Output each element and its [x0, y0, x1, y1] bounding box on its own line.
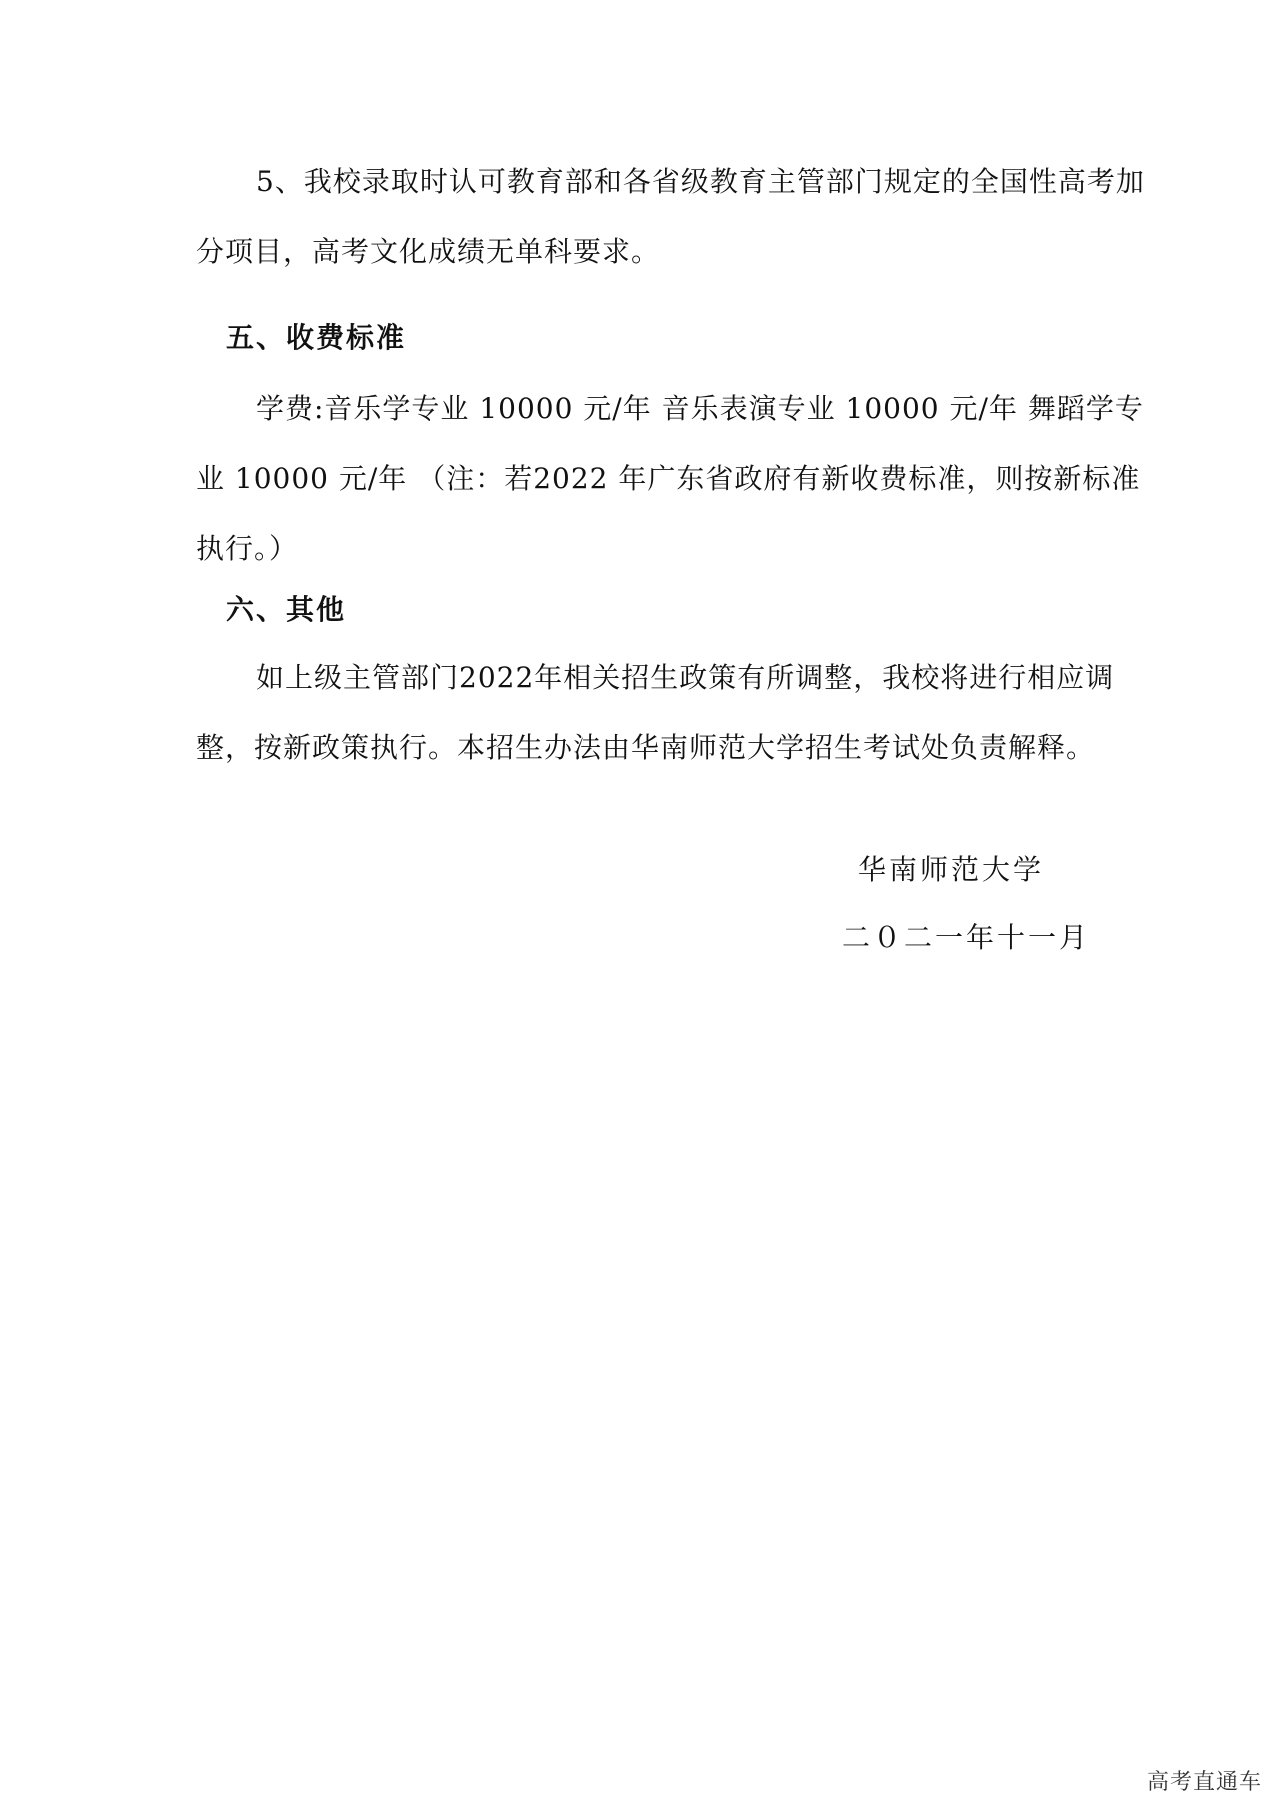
signature-org: 华南师范大学 [858, 853, 1045, 886]
fees-paragraph: 学费:音乐学专业 10000 元/年 音乐表演专业 10000 元/年 舞蹈学专业 10000 元/年 （注：若2022 年广东省政府有新收费标准，则按新标准执行。） [196, 392, 1144, 565]
item-5-paragraph: 5、我校录取时认可教育部和各省级教育主管部门规定的全国性高考加分项目，高考文化成绩无单科要求。 [196, 165, 1145, 268]
other-paragraph: 如上级主管部门2022年相关招生政策有所调整，我校将进行相应调整，按新政策执行。本招生办法由华南师范大学招生考试处负责解释。 [196, 661, 1115, 764]
signature-date: 二０二一年十一月 [842, 921, 1091, 954]
section-5-heading: 五、收费标准 [226, 321, 407, 354]
watermark-label: 高考直通车 [1146, 1770, 1262, 1795]
section-6-heading: 六、其他 [226, 593, 347, 626]
